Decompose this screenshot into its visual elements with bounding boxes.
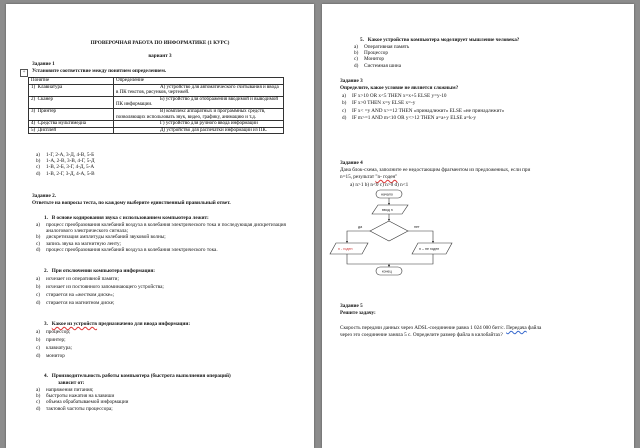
term-cell: Принтер xyxy=(37,108,57,114)
question-1-options xyxy=(36,222,306,253)
list-item: b) принтер; xyxy=(36,337,66,343)
flow-input-label: ввод n xyxy=(382,208,393,212)
list-item: a) процесс преобразования колебаний воздуха в колебания электрического тока и последующая дискретизация xyxy=(36,222,286,228)
list-item: b) быстроты нажатия на клавиши xyxy=(36,393,115,400)
table-row: 4) Средства мультимедиа Г) устройство для ручного ввода информации xyxy=(29,121,284,128)
flow-yes-label: да xyxy=(358,225,363,229)
list-item: b) Процессор xyxy=(354,50,388,57)
list-item: c) IF x< =y AND x>=12 THEN «принадлежит» ELSE «не принадлежит» xyxy=(342,107,505,114)
list-item: c) клавиатура; xyxy=(36,345,72,351)
table-row: 2) Сканер Б) устройство для отображения вводимой и выводимой ПК информации. xyxy=(29,96,284,108)
document-page-1 xyxy=(6,4,314,448)
flow-decision xyxy=(370,221,408,241)
task4-text-line1: Дана блок-схема, заполните ее недостающим фрагментом из предложенных, если при xyxy=(340,167,531,173)
definition-cell: устройство для распечатки информации из ПК. xyxy=(166,127,268,133)
task3-instruction: Определите, какое условие не является сложным? xyxy=(340,85,459,91)
list-item: b) исчезает из постоянного запоминающего устройства; xyxy=(36,284,164,290)
task1-instruction: Установите соответствие между понятием определением. xyxy=(32,68,167,74)
list-item: d) процесс преобразования колебаний воздуха в колебания электрического тока. xyxy=(36,246,218,253)
flow-start-label: начало xyxy=(381,192,393,197)
list-item: a) исчезает из оперативной памяти; xyxy=(36,276,119,282)
list-item: c) запись звука на магнитную ленту; xyxy=(36,240,122,247)
task1-answers xyxy=(36,152,156,177)
task5-heading: Задание 5 xyxy=(340,303,363,309)
task4-text-line2: n=15, результат "n- годен" xyxy=(340,174,398,180)
page-title: ПРОВЕРОЧНАЯ РАБОТА ПО ИНФОРМАТИКЕ (1 КУРС) xyxy=(90,40,230,46)
list-item: b) дискретизация амплитуды колебаний звуковой волны; xyxy=(36,234,166,241)
table-header-row xyxy=(29,78,284,85)
document-page-2 xyxy=(322,4,634,448)
task1-heading: Задание 1 xyxy=(32,61,55,67)
definition-cell: устройство для отображения вводимой и выводимой ПК информации. xyxy=(116,96,279,108)
task2-instruction: Ответьте на вопросы теста, по каждому выберите единственный правильный ответ. xyxy=(32,200,231,206)
definition-cell: комплекс аппаратных и программных средств, позволяющих использовать звук, видео, графику, анимацию и т.д. xyxy=(116,108,266,120)
question-1: 1. В основе кодирования звука с использованием компьютера лежит: xyxy=(44,215,209,221)
question-2: 2. При отключении компьютера информация: xyxy=(44,268,155,274)
table-row: 3) Принтер В) комплекс аппаратных и программных средств, позволяющих использовать звук, видео, графику, анимацию и т.д. xyxy=(29,108,284,120)
list-item: c) стирается на «жестком диске»; xyxy=(36,292,115,298)
question-3-options xyxy=(36,329,186,361)
task5-text-line2: через это соединение заняла 5 с. Определите размер файла в килобайтах? xyxy=(340,332,503,338)
table-row: 5) Дисплей Д) устройство для распечатки информации из ПК. xyxy=(29,127,284,134)
task3-heading: Задание 3 xyxy=(340,78,363,84)
list-item: c) Монитор xyxy=(354,56,385,63)
list-item: a) IF x>10 OR x<5 THEN x=x+5 ELSE y=y-10 xyxy=(342,93,447,99)
list-item: d) тактовой частоты процессора; xyxy=(36,405,113,412)
list-item: d) монитор xyxy=(36,353,65,359)
flow-output-left-label: n - годен xyxy=(338,247,353,251)
list-item: c) объема обрабатываемой информации xyxy=(36,399,129,406)
definition-cell: устройство для автоматического считывания и ввода в ПК текстов, рисунков, чертежей. xyxy=(116,84,279,96)
definition-cell: устройство для ручного ввода информации xyxy=(165,121,258,127)
list-item: b) 1-А, 2-В, 3-В, 4-Г, 5-Д xyxy=(36,158,95,165)
term-cell: Средства мультимедиа xyxy=(37,121,87,127)
question-4-options xyxy=(36,387,236,412)
question-3: 3. Какое из устройств предназначено для ввода информации: xyxy=(44,321,191,327)
question-2-options xyxy=(36,276,236,308)
list-item: a) Оперативная память xyxy=(354,44,410,50)
list-item: a) 1-Г, 2-А, 3-Д, 4-В, 5-Б xyxy=(36,152,95,158)
list-item: c) 1-В, 2-Б, 3-Г, 4-Д, 5-А xyxy=(36,164,95,171)
list-item: аналогового электрического сигнала; xyxy=(46,228,129,235)
flow-end-label: конец xyxy=(382,269,392,274)
question-4-line2: зависит от: xyxy=(58,380,85,386)
term-cell: Дисплей xyxy=(37,127,57,133)
table-move-handle-icon[interactable]: + xyxy=(20,69,28,77)
flowchart xyxy=(322,4,634,448)
flow-no-label: нет xyxy=(414,225,420,229)
flow-output-right-label: n – не годен xyxy=(419,247,440,251)
task5-instruction: Решите задачу: xyxy=(340,310,376,316)
list-item: d) стирается на магнитном диске; xyxy=(36,300,115,306)
question-4: 4. Производительность работы компьютера (быстрота выполнения операций) xyxy=(44,373,231,379)
question-5: 5. Какое устройство компьютера моделирует мышление человека? xyxy=(360,37,520,43)
list-item: d) 1-В, 2-Г, 3-Д, 4-А, 5-В xyxy=(36,170,95,177)
list-item: d) IF m>=1 AND m<10 OR y<>12 THEN a=a+y ELSE a=k-y xyxy=(342,114,477,121)
list-item: b) IF x>0 THEN x=y ELSE x=-y xyxy=(342,100,416,107)
list-item: a) процессор; xyxy=(36,329,71,335)
list-item: a) напряжения питания; xyxy=(36,387,94,393)
table-row: 1) Клавиатура А) устройство для автоматического считывания и ввода в ПК текстов, рисунков, чертежей. xyxy=(29,84,284,96)
variant-label: вариант 3 xyxy=(148,53,172,59)
column-header-definition: Определение xyxy=(114,78,284,85)
terms-table xyxy=(28,77,284,134)
term-cell: Клавиатура xyxy=(37,84,63,90)
list-item: d) Системная шина xyxy=(354,62,402,69)
task2-heading: Задание 2. xyxy=(32,193,57,199)
task5-text-line1: Скорость передачи данных через ADSL-соединение равна 1 024 000 бит/с. Передача файла xyxy=(340,325,542,331)
column-header-term: Понятие xyxy=(29,78,114,85)
term-cell: Сканер xyxy=(37,96,53,102)
task4-options: a) n>1 b) n<0 c) n>0 d) n<1 xyxy=(350,182,409,188)
task4-heading: Задание 4 xyxy=(340,160,363,166)
